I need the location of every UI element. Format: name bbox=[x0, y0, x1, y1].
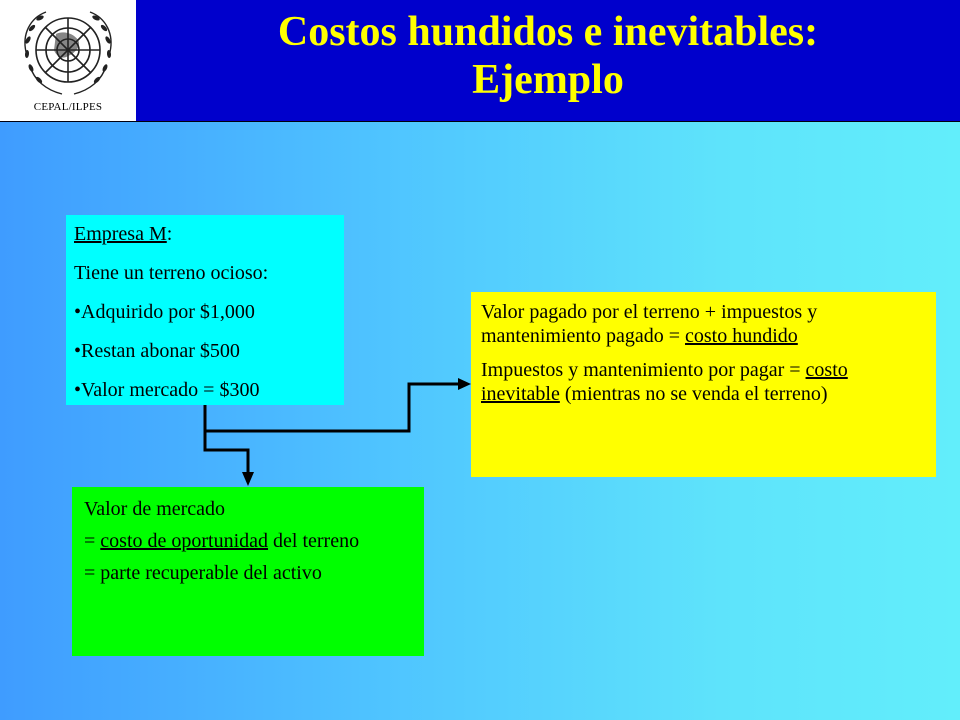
opportunity-cost-prefix: = bbox=[84, 530, 101, 552]
recoverable-part-line: = parte recuperable del activo bbox=[84, 562, 322, 584]
unavoidable-cost-text: Impuestos y mantenimiento por pagar = bbox=[481, 359, 806, 381]
empresa-heading: Empresa M bbox=[74, 223, 167, 245]
empresa-line: Tiene un terreno ocioso: bbox=[74, 262, 269, 284]
sunk-cost-paragraph bbox=[481, 300, 926, 348]
market-value-box bbox=[72, 487, 424, 656]
unavoidable-cost-rest: (mientras no se venda el terreno) bbox=[559, 383, 828, 405]
empresa-heading-line bbox=[74, 222, 336, 246]
arrowhead-right bbox=[458, 378, 471, 390]
connector-to-market-box bbox=[205, 431, 248, 473]
sunk-cost-text: Valor pagado por el terreno + impuestos y mantenimiento pagado = bbox=[481, 301, 818, 347]
arrowhead-down bbox=[242, 472, 254, 486]
unavoidable-cost-paragraph bbox=[481, 358, 926, 406]
sunk-cost-box bbox=[471, 292, 936, 477]
opportunity-cost-line bbox=[84, 529, 412, 553]
opportunity-cost-term: costo de oportunidad bbox=[100, 530, 269, 552]
empresa-box bbox=[66, 215, 344, 405]
empresa-bullet-purchase: •Adquirido por $1,000 bbox=[74, 301, 255, 323]
logo-caption: CEPAL/ILPES bbox=[33, 101, 103, 113]
title-line-2: Ejemplo bbox=[472, 57, 624, 103]
empresa-bullet-remaining: •Restan abonar $500 bbox=[74, 340, 240, 362]
opportunity-cost-suffix: del terreno bbox=[268, 530, 360, 552]
unavoidable-cost-term: costo inevitable bbox=[481, 359, 848, 405]
market-value-heading: Valor de mercado bbox=[84, 498, 226, 520]
sunk-cost-term: costo hundido bbox=[685, 325, 798, 347]
empresa-bullet-market: •Valor mercado = $300 bbox=[74, 379, 260, 401]
empresa-heading-suffix: : bbox=[166, 223, 173, 245]
title-line-1: Costos hundidos e inevitables: bbox=[277, 9, 819, 55]
